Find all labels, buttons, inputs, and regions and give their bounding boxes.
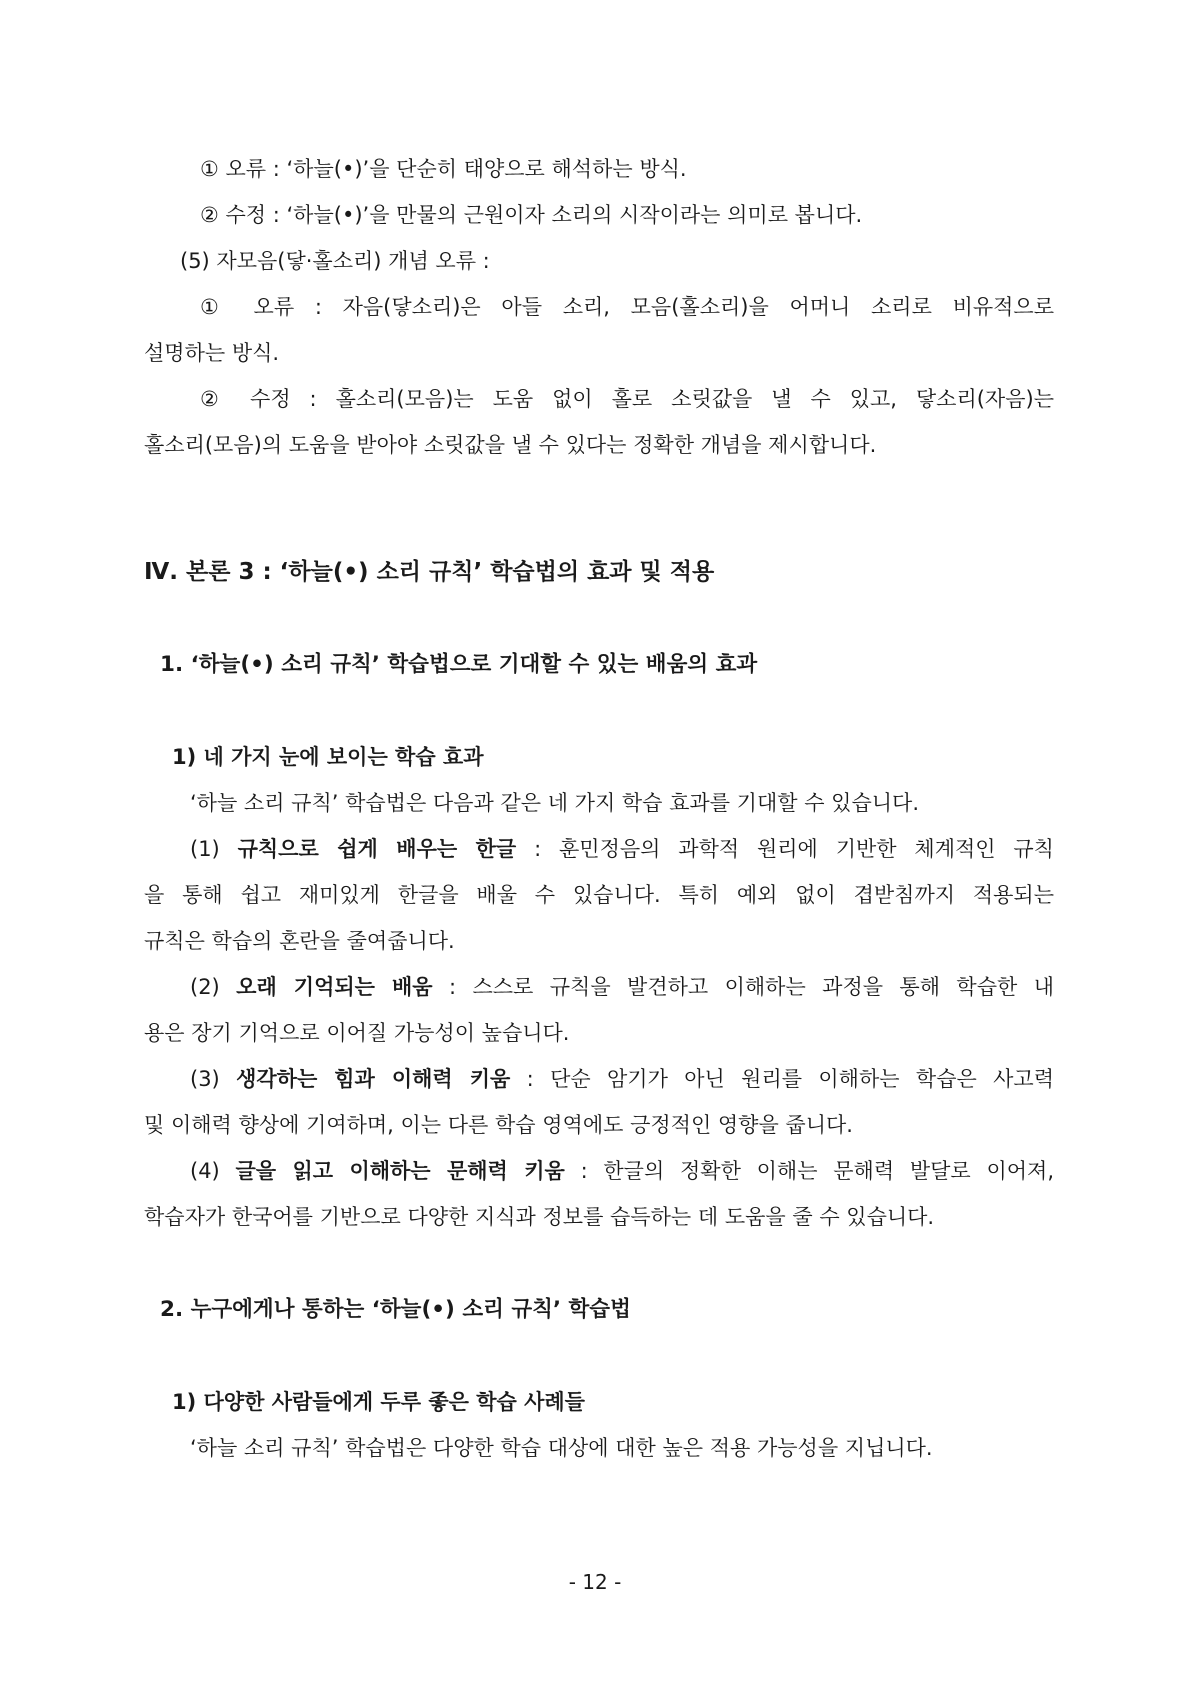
text-line: ‘하늘 소리 규칙’ 학습법은 다음과 같은 네 가지 학습 효과를 기대할 수 있습니다. [190,791,919,815]
text-line: ‘하늘 소리 규칙’ 학습법은 다양한 학습 대상에 대한 높은 적용 가능성을 지닙니다. [190,1436,933,1460]
text-line: 홀소리(모음)의 도움을 받아야 소릿값을 낼 수 있다는 정확한 개념을 제시합니다. [144,433,877,457]
text-line: (5) 자모음(닿·홀소리) 개념 오류 : [180,249,490,273]
list-item: (4) 글을 읽고 이해하는 문해력 키움 : 한글의 정확한 이해는 문해력 발달로 이어져, [190,1159,1055,1183]
text-line: 을 통해 쉽고 재미있게 한글을 배울 수 있습니다. 특히 예외 없이 겹받침까지 적용되는 [144,883,1054,907]
text-line: ① 오류 : ‘하늘(•)’을 단순히 태양으로 해석하는 방식. [200,157,687,181]
subsection-heading: 2. 누구에게나 통하는 ‘하늘(•) 소리 규칙’ 학습법 [160,1297,631,1322]
text-line: ① 오류 : 자음(닿소리)은 아들 소리, 모음(홀소리)을 어머니 소리로 비유적으로 [200,295,1054,319]
text-line: 및 이해력 향상에 기여하며, 이는 다른 학습 영역에도 긍정적인 영향을 줍니다. [144,1113,853,1137]
subsubsection-heading: 1) 네 가지 눈에 보이는 학습 효과 [172,745,484,769]
text-line: ② 수정 : ‘하늘(•)’을 만물의 근원이자 소리의 시작이라는 의미로 봅니다. [200,203,863,227]
section-heading: Ⅳ. 본론 3 : ‘하늘(•) 소리 규칙’ 학습법의 효과 및 적용 [144,559,715,585]
text-line: 용은 장기 기억으로 이어질 가능성이 높습니다. [144,1021,570,1045]
text-line: 학습자가 한국어를 기반으로 다양한 지식과 정보를 습득하는 데 도움을 줄 수 있습니다. [144,1205,935,1229]
list-item: (2) 오래 기억되는 배움 : 스스로 규칙을 발견하고 이해하는 과정을 통해 학습한 내 [190,975,1054,999]
text-line: 설명하는 방식. [144,341,280,365]
text-line: ② 수정 : 홀소리(모음)는 도움 없이 홀로 소릿값을 낼 수 있고, 닿소리(자음)는 [200,387,1054,411]
list-item: (3) 생각하는 힘과 이해력 키움 : 단순 암기가 아닌 원리를 이해하는 학습은 사고력 [190,1067,1054,1091]
list-item: (1) 규칙으로 쉽게 배우는 한글 : 훈민정음의 과학적 원리에 기반한 체계적인 규칙 [190,837,1054,861]
text-line: 규칙은 학습의 혼란을 줄여줍니다. [144,929,455,953]
subsubsection-heading: 1) 다양한 사람들에게 두루 좋은 학습 사례들 [172,1390,585,1414]
page-number: - 12 - [568,1570,622,1594]
subsection-heading: 1. ‘하늘(•) 소리 규칙’ 학습법으로 기대할 수 있는 배움의 효과 [160,652,758,677]
